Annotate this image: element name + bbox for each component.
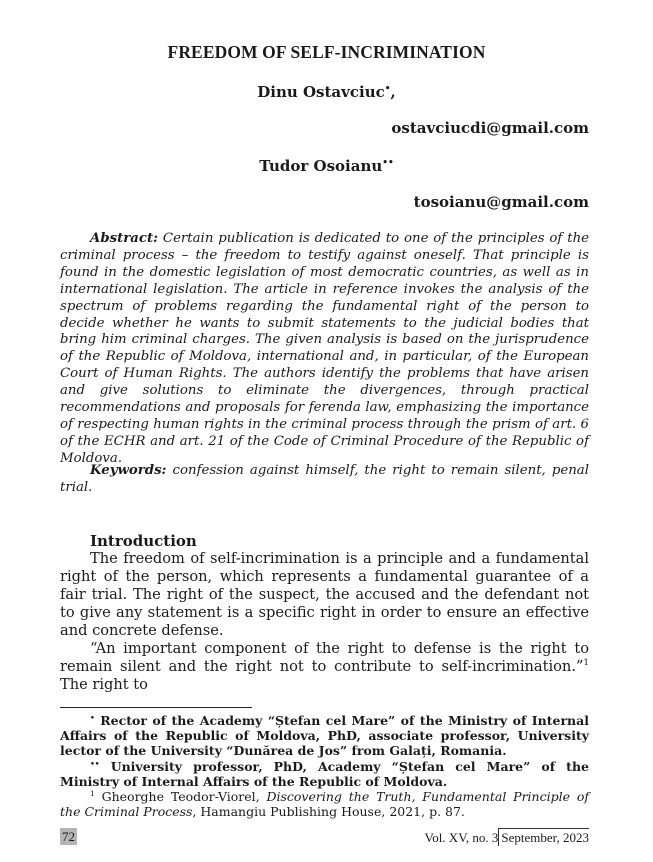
- keywords-text: confession against himself, the right to remain silent, penal trial.: [60, 463, 589, 495]
- journal-volume: Vol. XV, no. 3: [424, 830, 499, 845]
- author-1: [0, 83, 653, 101]
- footnote-publisher: , Hamangiu Publishing House, 2021, p. 87.: [192, 804, 465, 820]
- author-1-name: Dinu Ostavciuc: [257, 83, 385, 101]
- quote-text: “An important component of the right to defense is the right to remain silent and the right not to contribute to self-incrimination.”: [60, 640, 589, 675]
- footnote-work-title: Discovering the Truth, Fundamental Principle of the Criminal Process: [60, 789, 589, 820]
- author-1-mark: •: [384, 84, 391, 94]
- page-number: 72: [62, 829, 75, 844]
- keywords: [60, 462, 589, 496]
- author-2-name: Tudor Osoianu: [259, 157, 383, 175]
- footnote-divider: [60, 707, 252, 708]
- paper-title: FREEDOM OF SELF-INCRIMINATION: [167, 42, 486, 62]
- footnote-mark: 1: [90, 788, 95, 798]
- abstract-label: Abstract:: [90, 231, 159, 246]
- footnote-author: Gheorghe Teodor-Viorel,: [101, 789, 267, 805]
- footnote-ref[interactable]: 1: [583, 658, 589, 669]
- footnote-mark: •: [90, 712, 95, 722]
- footnote-item: [60, 713, 589, 759]
- footnote-item: [60, 759, 589, 789]
- author-2: [0, 157, 653, 175]
- abstract: [60, 231, 589, 468]
- footnotes: [60, 713, 589, 819]
- footnote-mark: ••: [90, 758, 100, 768]
- footnote-text: Rector of the Academy “Ștefan cel Mare” of the Ministry of Internal Affairs of the Republic of Moldova, PhD, associate professor, University lector of the University “Dunărea de Jos” from Galați, Romania.: [60, 713, 589, 759]
- body-continuation: The right to: [60, 676, 148, 693]
- body-paragraph: The freedom of self-incrimination is a principle and a fundamental right of the person, which represents a fundamental guarantee of a fair trial. The right of the suspect, the accused and the defendant not to give any statement is a specific right in order to ensure an effective and concrete defense.: [60, 550, 589, 639]
- introduction-body: [60, 550, 589, 694]
- body-paragraph: [60, 640, 589, 694]
- author-1-email[interactable]: ostavciucdi@gmail.com: [391, 119, 589, 137]
- abstract-text: Certain publication is dedicated to one of the principles of the criminal process – the freedom to testify against oneself. That principle is found in the domestic legislation of most democratic countries, as well as in international legislation. The article in reference invokes the analysis of the spectrum of problems regarding the fundamental right of the person to decide whether he wants to submit statements to the judicial bodies that bring him criminal charges. The given analysis is based on the jurisprudence of the Republic of Moldova, international and, in particular, of the European Court of Human Rights. The authors identify the problems that have arisen and give solutions to eliminate the divergences, through practical recommendations and proposals for ferenda law, emphasizing the importance of respecting human rights in the criminal process through the prism of art. 6 of the ECHR and art. 21 of the Code of Criminal Procedure of the Republic of Moldova.: [60, 231, 589, 466]
- page-footer: [60, 828, 589, 848]
- footnote-item: [60, 789, 589, 819]
- journal-reference: [424, 828, 589, 846]
- author-2-email[interactable]: tosoianu@gmail.com: [413, 193, 589, 211]
- keywords-label: Keywords:: [90, 463, 167, 478]
- section-heading-introduction: Introduction: [90, 532, 197, 550]
- footnote-text: University professor, PhD, Academy “Ștefan cel Mare” of the Ministry of Internal Affairs of the Republic of Moldova.: [60, 758, 589, 789]
- author-2-mark: ••: [382, 158, 394, 168]
- journal-date: September, 2023: [498, 828, 589, 846]
- author-1-trailing: ,: [390, 83, 396, 101]
